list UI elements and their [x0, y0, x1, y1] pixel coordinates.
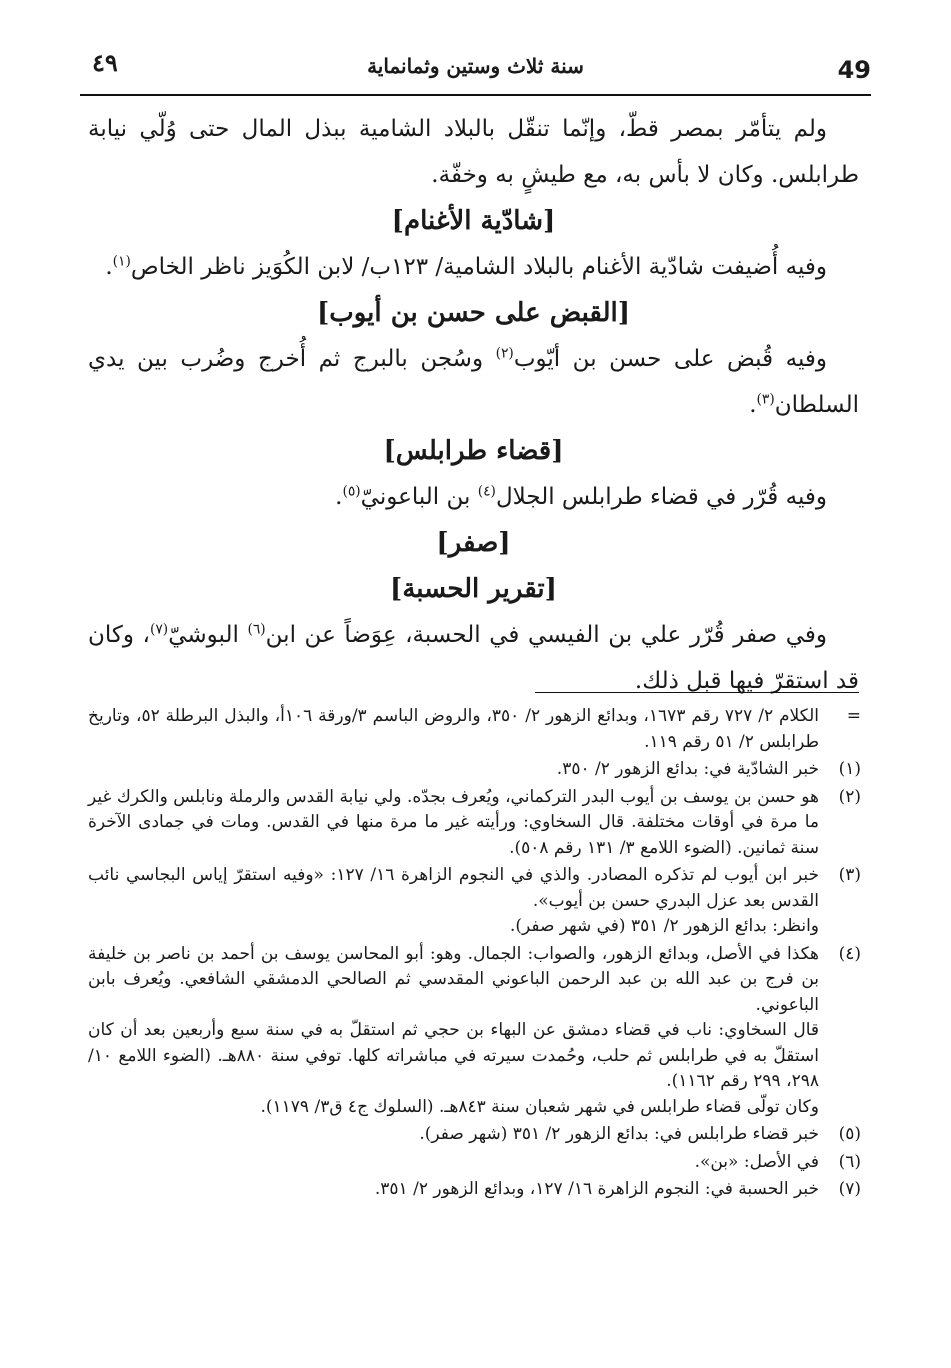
paragraph-end: . [105, 254, 113, 280]
paragraph-end: . [335, 484, 343, 510]
month-heading: [صفر] [436, 528, 511, 558]
paragraph-text: بن الباعونيّ [360, 484, 478, 510]
footnote-text [88, 863, 819, 940]
section-heading: [تقرير الحسبة] [390, 574, 557, 604]
paragraph-text: وفيه قُبض على حسن بن أيّوب [513, 346, 828, 372]
footnote-ref[interactable]: (١) [112, 253, 131, 270]
paragraph [88, 336, 859, 428]
footnote-line: هكذا في الأصل، وبدائع الزهور، والصواب: الجمال. وهو: أبو المحاسن يوسف بن أحمد بن ناصر بن خليفة بن فرج بن عبد الله بن عبد الرحمن الباعوني المقدسي ثم الصالحي الدمشقي الشافعي. ويُعرف بابن الباعوني. [88, 943, 819, 1015]
paragraph-text: وفيه قُرّر في قضاء طرابلس الجلال [495, 484, 827, 510]
footnotes [88, 704, 861, 1205]
footnote-ref[interactable]: (٦) [247, 621, 266, 638]
footnote [88, 1122, 861, 1148]
footnote-line: وانظر: بدائع الزهور ٢/ ٣٥١ (في شهر صفر). [509, 916, 819, 936]
footnote-line: الكلام ٢/ ٧٢٧ رقم ١٦٧٣، وبدائع الزهور ٢/ ٣٥٠، والروض الباسم ٣/ورقة ١٠٦أ، والبذل البرطلة ٥٢، وتاريخ طرابلس ٢/ ٥١ رقم ١١٩. [88, 706, 819, 752]
paragraph-text: ، وكان قد استقرّ فيها قبل ذلك. [88, 622, 859, 694]
footnote-line: وكان تولّى قضاء طرابلس في شهر شعبان سنة ٨٤٣هـ. (السلوك ج٤ ق٣/ ١١٧٩). [260, 1096, 819, 1117]
footnote-line: خبر ابن أيوب لم تذكره المصادر. والذي في النجوم الزاهرة ١٦/ ١٢٧: «وفيه استقرّ إياس البجاسي نائب القدس بعد عزل البدري حسن بن أيوب». [88, 865, 819, 911]
page-number-arabic: ٤٩ [92, 48, 118, 77]
running-title: سنة ثلاث وستين وثمانماية [367, 54, 584, 78]
footnote-text [88, 1177, 819, 1203]
footnote-text [88, 1122, 819, 1148]
footnote-line: خبر الشادّية في: بدائع الزهور ٢/ ٣٥٠. [556, 759, 819, 779]
footnote [88, 1150, 861, 1176]
footnote-text [88, 757, 819, 783]
footnote-line: هو حسن بن يوسف بن أيوب البدر التركماني، ويُعرف بجدّه. ولي نيابة القدس والرملة ونابلس والكرك غير ما مرة في أوقات مختلفة. قال السخاوي: ورأيته غير ما مرة منها في القدس. ومات في جمادى الآخرة سنة ثمانين. (الضوء اللامع ٣/ ١٣١ رقم ٥٠٨). [88, 786, 819, 858]
page-number-latin: 49 [837, 56, 871, 84]
footnote-marker: (٥) [838, 1124, 861, 1144]
footnote-marker: (٧) [838, 1179, 861, 1199]
footnote-marker: (٦) [838, 1151, 861, 1172]
paragraph-text: وفي صفر قُرّر علي بن الفيسي في الحسبة، عِوَضاً عن ابن [265, 622, 827, 648]
paragraph-text: وسُجن بالبرج ثم أُخرج وضُرب بين يدي السلطان [88, 346, 859, 418]
footnote [88, 1177, 861, 1203]
paragraph [88, 612, 859, 704]
footnote-line: خبر قضاء طرابلس في: بدائع الزهور ٢/ ٣٥١ (شهر صفر). [419, 1124, 819, 1144]
paragraph: ولم يتأمّر بمصر قطّ، وإنّما تنقّل بالبلاد الشامية ببذل المال حتى وُلّي نيابة طرابلس. وكان لا بأس به، مع طيشٍ به وخفّة. [88, 116, 859, 188]
footnote-ref[interactable]: (٣) [756, 391, 775, 408]
header-divider [80, 94, 871, 96]
footnote [88, 757, 861, 783]
footnote-ref[interactable]: (٥) [342, 483, 361, 500]
section-heading: [القبض على حسن بن أيوب] [316, 298, 631, 328]
footnote-ref[interactable]: (٧) [149, 621, 169, 638]
section-heading: [شادّية الأغنام] [391, 206, 556, 236]
footnote-line: في الأصل: «بن». [694, 1151, 819, 1172]
footnote-marker: (٣) [838, 865, 861, 885]
page-header [80, 42, 871, 92]
footnote-ref[interactable]: (٢) [495, 345, 514, 362]
footnote-ref[interactable]: (٤) [477, 483, 496, 500]
paragraph-text: البوشيّ [168, 622, 248, 648]
paragraph [88, 474, 859, 520]
section-heading: [قضاء طرابلس] [383, 436, 564, 466]
footnote-divider [535, 692, 859, 693]
footnote-text [88, 942, 819, 1121]
footnote-marker: (٢) [838, 786, 861, 807]
footnote [88, 863, 861, 940]
footnote-line: قال السخاوي: ناب في قضاء دمشق عن البهاء بن حجي ثم استقلّ به في سنة سبع وأربعين بعد أن كان استقلّ به في طرابلس ثم حلب، وحُمدت سيرته في مباشراته كلها. توفي سنة ٨٨٠هـ. (الضوء اللامع ١٠/ ٢٩٨، ٢٩٩ رقم ١١٦٢). [88, 1020, 819, 1091]
footnote-line: خبر الحسبة في: النجوم الزاهرة ١٦/ ١٢٧، وبدائع الزهور ٢/ ٣٥١. [374, 1179, 819, 1199]
main-text [88, 106, 859, 704]
footnote [88, 704, 861, 755]
footnote [88, 785, 861, 862]
paragraph-end: . [749, 392, 757, 418]
footnote-text [88, 1150, 819, 1176]
footnote [88, 942, 861, 1121]
footnote-text [88, 785, 819, 862]
paragraph [88, 244, 859, 290]
footnote-marker: = [846, 706, 861, 726]
footnote-marker: (٤) [838, 943, 861, 964]
footnote-text [88, 704, 819, 755]
footnote-marker: (١) [838, 759, 861, 779]
paragraph-text: وفيه أُضيفت شادّية الأغنام بالبلاد الشامية/ ١٢٣ب/ لابن الكُوَيز ناظر الخاص [130, 254, 827, 280]
